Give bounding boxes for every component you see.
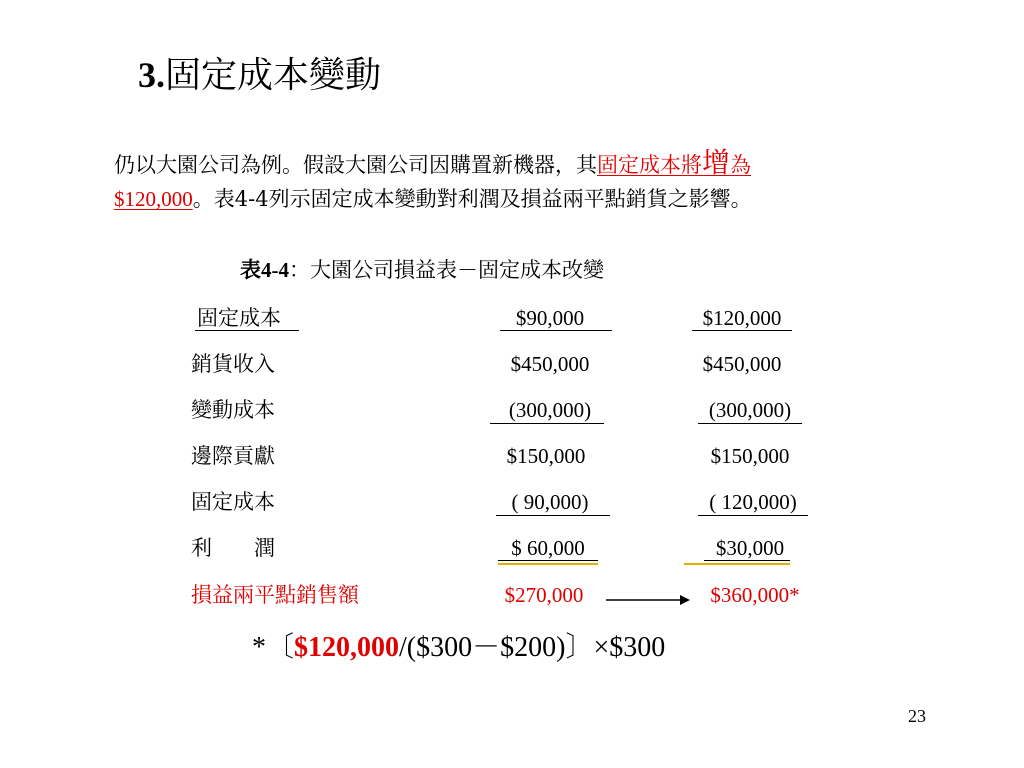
col2-underline bbox=[698, 423, 802, 424]
para-amount: $120,000 bbox=[114, 187, 193, 211]
row-col1: $450,000 bbox=[510, 352, 590, 376]
table-row bbox=[0, 487, 1024, 527]
col1-underline bbox=[490, 423, 604, 424]
intro-paragraph bbox=[114, 146, 914, 216]
formula-prefix: *〔 bbox=[252, 632, 295, 663]
caption-number: 表4-4 bbox=[240, 258, 289, 282]
table-row bbox=[0, 349, 1024, 389]
right-arrow-icon bbox=[606, 593, 690, 607]
table-row bbox=[0, 533, 1024, 573]
title-text: 固定成本變動 bbox=[165, 55, 382, 96]
row-label: 銷貨收入 bbox=[191, 352, 275, 376]
row-label: 利 潤 bbox=[191, 536, 275, 560]
formula-rest: /($300－$200)〕×$300 bbox=[399, 632, 666, 663]
row-col1: $ 60,000 bbox=[511, 536, 585, 560]
row-col1: (300,000) bbox=[508, 398, 592, 422]
row-col2: (300,000) bbox=[708, 398, 792, 422]
row-label: 損益兩平點銷售額 bbox=[191, 583, 359, 607]
table-row bbox=[0, 395, 1024, 435]
col1-underline bbox=[498, 560, 598, 561]
label-underline bbox=[195, 330, 299, 331]
row-col2: $150,000 bbox=[710, 444, 790, 468]
table-row bbox=[0, 441, 1024, 481]
para-text-2: 固定成本將 bbox=[597, 153, 702, 177]
row-label: 邊際貢獻 bbox=[191, 444, 275, 468]
col2-underline bbox=[698, 515, 808, 516]
para-text-6: 。表4-4列示固定成本變動對利潤及損益兩平點銷貨之影響。 bbox=[192, 187, 752, 211]
page-number: 23 bbox=[908, 706, 926, 726]
row-col1: $150,000 bbox=[506, 444, 586, 468]
para-text-3: 增 bbox=[702, 146, 731, 179]
formula-amount: $120,000 bbox=[294, 632, 400, 663]
para-text-4: 為 bbox=[730, 153, 752, 177]
para-text-1: 仍以大園公司為例。假設大園公司因購置新機器，其 bbox=[114, 153, 597, 177]
col1-double-underline bbox=[498, 563, 598, 565]
row-col2: $360,000* bbox=[710, 583, 800, 607]
row-col2: $450,000 bbox=[702, 352, 782, 376]
slide-title bbox=[138, 52, 381, 99]
table-row-breakeven bbox=[0, 580, 1024, 620]
row-label: 固定成本 bbox=[191, 490, 275, 514]
col2-underline bbox=[704, 560, 790, 561]
col1-underline bbox=[500, 330, 612, 331]
row-col2: $120,000 bbox=[702, 306, 782, 330]
row-col1: $270,000 bbox=[504, 583, 584, 607]
para-highlight bbox=[597, 146, 752, 179]
table-row bbox=[0, 303, 1024, 343]
col1-underline bbox=[496, 515, 610, 516]
row-col1: $90,000 bbox=[515, 306, 585, 330]
row-col2: ( 120,000) bbox=[709, 490, 797, 514]
title-number: 3. bbox=[138, 55, 165, 95]
formula bbox=[252, 628, 665, 668]
row-label: 固定成本 bbox=[197, 306, 281, 330]
table-caption bbox=[240, 253, 604, 287]
row-col2: $30,000 bbox=[715, 536, 785, 560]
col2-double-underline bbox=[684, 563, 790, 565]
row-col1: ( 90,000) bbox=[511, 490, 589, 514]
row-label: 變動成本 bbox=[191, 398, 275, 422]
col2-underline bbox=[692, 330, 792, 331]
caption-text: ：大園公司損益表－固定成本改變 bbox=[289, 258, 604, 282]
